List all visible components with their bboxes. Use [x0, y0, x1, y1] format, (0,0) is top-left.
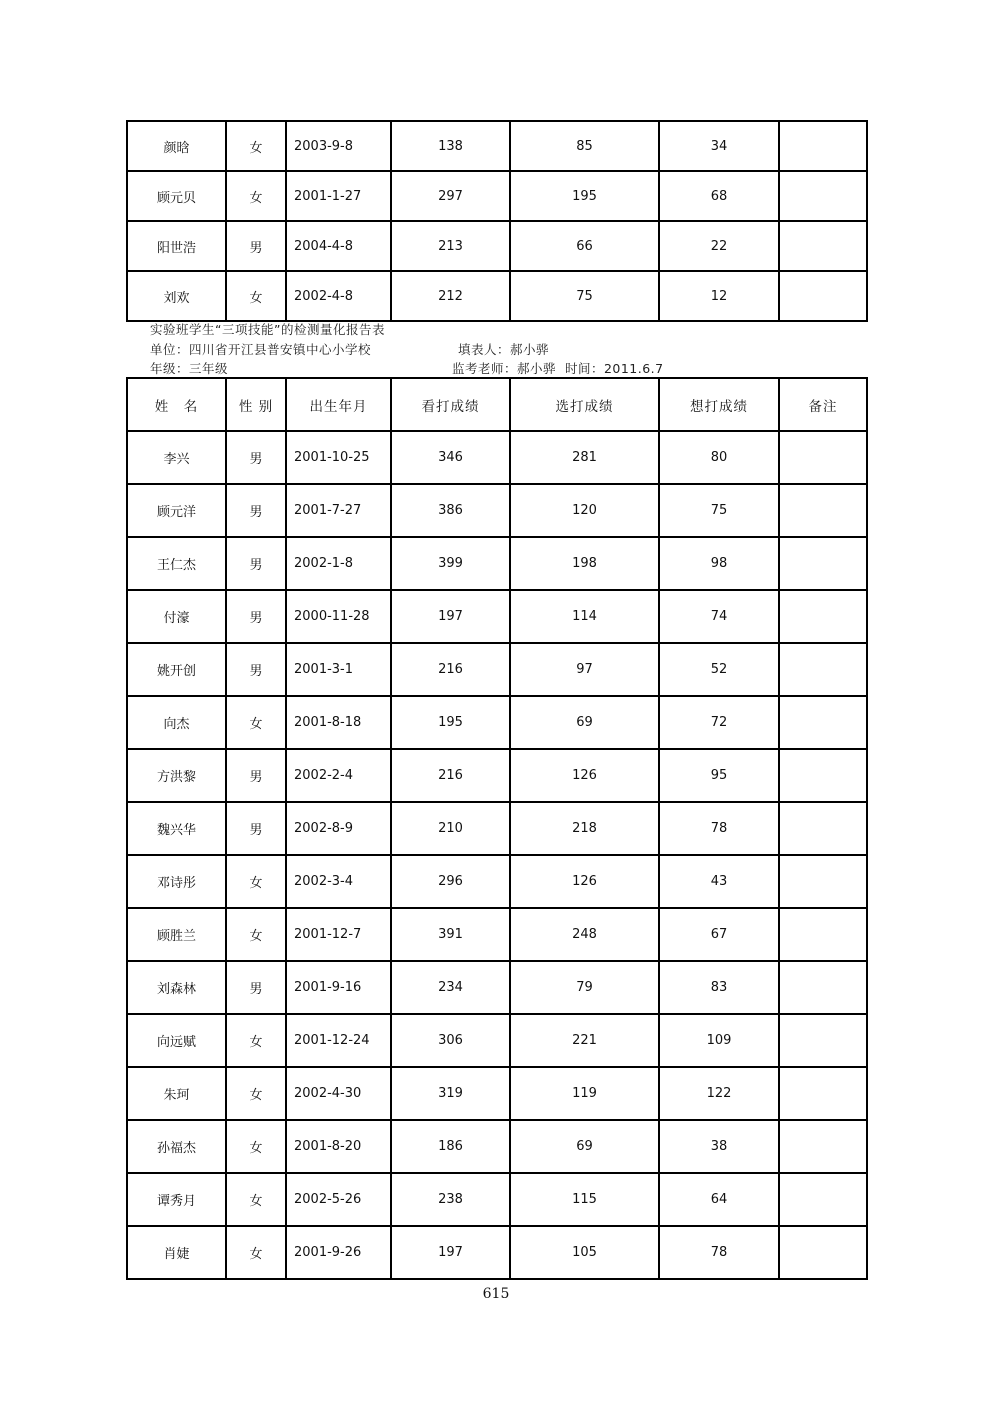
gender-cell: 男: [226, 961, 286, 1014]
remarks-cell: [779, 802, 867, 855]
gender-cell: 女: [226, 121, 286, 171]
select-typing-score-cell: 126: [510, 855, 659, 908]
select-typing-score-cell: 248: [510, 908, 659, 961]
select-typing-score-cell: 126: [510, 749, 659, 802]
name-cell: 朱珂: [127, 1067, 226, 1120]
birthdate-cell: 2002-1-8: [286, 537, 391, 590]
view-typing-score-cell: 138: [391, 121, 510, 171]
gender-cell: 男: [226, 484, 286, 537]
think-typing-score-cell: 78: [659, 1226, 779, 1279]
table-row: [127, 1226, 867, 1279]
select-typing-score-cell: 66: [510, 221, 659, 271]
view-typing-score-cell: 297: [391, 171, 510, 221]
view-typing-score-cell: 238: [391, 1173, 510, 1226]
table-row: [127, 271, 867, 321]
gender-cell: 女: [226, 908, 286, 961]
view-typing-score-cell: 306: [391, 1014, 510, 1067]
view-typing-score-cell: 319: [391, 1067, 510, 1120]
header-view-typing-score: 看打成绩: [391, 378, 510, 431]
birthdate-cell: 2001-8-18: [286, 696, 391, 749]
name-cell: 向杰: [127, 696, 226, 749]
remarks-cell: [779, 643, 867, 696]
birthdate-cell: 2002-4-30: [286, 1067, 391, 1120]
think-typing-score-cell: 67: [659, 908, 779, 961]
name-cell: 阳世浩: [127, 221, 226, 271]
birthdate-cell: 2001-12-7: [286, 908, 391, 961]
think-typing-score-cell: 38: [659, 1120, 779, 1173]
proctor-and-date: 监考老师：郝小骅 时间：2011.6.7: [452, 361, 664, 376]
select-typing-score-cell: 115: [510, 1173, 659, 1226]
gender-cell: 女: [226, 171, 286, 221]
select-typing-score-cell: 281: [510, 431, 659, 484]
table-row: [127, 171, 867, 221]
birthdate-cell: 2002-5-26: [286, 1173, 391, 1226]
name-cell: 王仁杰: [127, 537, 226, 590]
gender-cell: 男: [226, 431, 286, 484]
think-typing-score-cell: 52: [659, 643, 779, 696]
select-typing-score-cell: 79: [510, 961, 659, 1014]
view-typing-score-cell: 346: [391, 431, 510, 484]
table-header-row: [127, 378, 867, 431]
think-typing-score-cell: 64: [659, 1173, 779, 1226]
continued-score-table: [126, 120, 868, 322]
think-typing-score-cell: 43: [659, 855, 779, 908]
remarks-cell: [779, 431, 867, 484]
remarks-cell: [779, 855, 867, 908]
name-cell: 顾元贝: [127, 171, 226, 221]
view-typing-score-cell: 391: [391, 908, 510, 961]
score-report-table: [126, 377, 868, 1280]
birthdate-cell: 2001-10-25: [286, 431, 391, 484]
think-typing-score-cell: 22: [659, 221, 779, 271]
select-typing-score-cell: 198: [510, 537, 659, 590]
think-typing-score-cell: 83: [659, 961, 779, 1014]
view-typing-score-cell: 210: [391, 802, 510, 855]
birthdate-cell: 2004-4-8: [286, 221, 391, 271]
view-typing-score-cell: 195: [391, 696, 510, 749]
header-select-typing-score: 选打成绩: [510, 378, 659, 431]
name-cell: 刘森林: [127, 961, 226, 1014]
birthdate-cell: 2003-9-8: [286, 121, 391, 171]
select-typing-score-cell: 221: [510, 1014, 659, 1067]
name-cell: 邓诗彤: [127, 855, 226, 908]
view-typing-score-cell: 234: [391, 961, 510, 1014]
name-cell: 顾元洋: [127, 484, 226, 537]
header-think-typing-score: 想打成绩: [659, 378, 779, 431]
table-row: [127, 484, 867, 537]
name-cell: 孙福杰: [127, 1120, 226, 1173]
name-cell: 方洪黎: [127, 749, 226, 802]
birthdate-cell: 2001-1-27: [286, 171, 391, 221]
remarks-cell: [779, 271, 867, 321]
name-cell: 魏兴华: [127, 802, 226, 855]
table-row: [127, 855, 867, 908]
gender-cell: 男: [226, 590, 286, 643]
think-typing-score-cell: 122: [659, 1067, 779, 1120]
header-remarks: 备注: [779, 378, 867, 431]
name-cell: 付濠: [127, 590, 226, 643]
header-birthdate: 出生年月: [286, 378, 391, 431]
table-row: [127, 643, 867, 696]
gender-cell: 男: [226, 802, 286, 855]
header-name: 姓 名: [127, 378, 226, 431]
remarks-cell: [779, 961, 867, 1014]
name-cell: 向远赋: [127, 1014, 226, 1067]
score-table-body: [127, 431, 867, 1279]
remarks-cell: [779, 1173, 867, 1226]
name-cell: 颜晗: [127, 121, 226, 171]
birthdate-cell: 2001-12-24: [286, 1014, 391, 1067]
table-row: [127, 1067, 867, 1120]
table-row: [127, 1014, 867, 1067]
remarks-cell: [779, 1226, 867, 1279]
table-row: [127, 696, 867, 749]
think-typing-score-cell: 109: [659, 1014, 779, 1067]
remarks-cell: [779, 590, 867, 643]
gender-cell: 女: [226, 1067, 286, 1120]
select-typing-score-cell: 119: [510, 1067, 659, 1120]
name-cell: 李兴: [127, 431, 226, 484]
remarks-cell: [779, 1120, 867, 1173]
table-row: [127, 802, 867, 855]
gender-cell: 男: [226, 643, 286, 696]
table-row: [127, 537, 867, 590]
table-row: [127, 749, 867, 802]
think-typing-score-cell: 98: [659, 537, 779, 590]
select-typing-score-cell: 105: [510, 1226, 659, 1279]
name-cell: 肖婕: [127, 1226, 226, 1279]
view-typing-score-cell: 197: [391, 590, 510, 643]
name-cell: 顾胜兰: [127, 908, 226, 961]
table-row: [127, 1173, 867, 1226]
table-row: [127, 431, 867, 484]
remarks-cell: [779, 696, 867, 749]
view-typing-score-cell: 197: [391, 1226, 510, 1279]
remarks-cell: [779, 1014, 867, 1067]
think-typing-score-cell: 80: [659, 431, 779, 484]
select-typing-score-cell: 195: [510, 171, 659, 221]
select-typing-score-cell: 69: [510, 696, 659, 749]
select-typing-score-cell: 75: [510, 271, 659, 321]
select-typing-score-cell: 69: [510, 1120, 659, 1173]
select-typing-score-cell: 85: [510, 121, 659, 171]
view-typing-score-cell: 386: [391, 484, 510, 537]
table-row: [127, 961, 867, 1014]
remarks-cell: [779, 121, 867, 171]
birthdate-cell: 2001-7-27: [286, 484, 391, 537]
continued-table-body: [127, 121, 867, 321]
birthdate-cell: 2001-9-16: [286, 961, 391, 1014]
think-typing-score-cell: 12: [659, 271, 779, 321]
remarks-cell: [779, 537, 867, 590]
birthdate-cell: 2001-8-20: [286, 1120, 391, 1173]
gender-cell: 女: [226, 1120, 286, 1173]
think-typing-score-cell: 95: [659, 749, 779, 802]
birthdate-cell: 2002-2-4: [286, 749, 391, 802]
select-typing-score-cell: 218: [510, 802, 659, 855]
birthdate-cell: 2001-9-26: [286, 1226, 391, 1279]
gender-cell: 女: [226, 1014, 286, 1067]
birthdate-cell: 2002-4-8: [286, 271, 391, 321]
gender-cell: 女: [226, 696, 286, 749]
remarks-cell: [779, 1067, 867, 1120]
remarks-cell: [779, 484, 867, 537]
table-row: [127, 590, 867, 643]
table-row: [127, 908, 867, 961]
gender-cell: 女: [226, 271, 286, 321]
table-row: [127, 121, 867, 171]
table-row: [127, 221, 867, 271]
remarks-cell: [779, 908, 867, 961]
gender-cell: 男: [226, 221, 286, 271]
name-cell: 谭秀月: [127, 1173, 226, 1226]
gender-cell: 女: [226, 1173, 286, 1226]
birthdate-cell: 2002-8-9: [286, 802, 391, 855]
view-typing-score-cell: 216: [391, 749, 510, 802]
view-typing-score-cell: 296: [391, 855, 510, 908]
remarks-cell: [779, 221, 867, 271]
view-typing-score-cell: 399: [391, 537, 510, 590]
gender-cell: 男: [226, 749, 286, 802]
view-typing-score-cell: 186: [391, 1120, 510, 1173]
think-typing-score-cell: 74: [659, 590, 779, 643]
gender-cell: 女: [226, 855, 286, 908]
think-typing-score-cell: 68: [659, 171, 779, 221]
gender-cell: 女: [226, 1226, 286, 1279]
birthdate-cell: 2002-3-4: [286, 855, 391, 908]
birthdate-cell: 2001-3-1: [286, 643, 391, 696]
think-typing-score-cell: 78: [659, 802, 779, 855]
name-cell: 姚开创: [127, 643, 226, 696]
think-typing-score-cell: 75: [659, 484, 779, 537]
think-typing-score-cell: 72: [659, 696, 779, 749]
report-title: 实验班学生“三项技能”的检测量化报告表: [150, 322, 385, 337]
select-typing-score-cell: 97: [510, 643, 659, 696]
page-number: 615: [482, 1286, 510, 1302]
view-typing-score-cell: 213: [391, 221, 510, 271]
gender-cell: 男: [226, 537, 286, 590]
name-cell: 刘欢: [127, 271, 226, 321]
select-typing-score-cell: 114: [510, 590, 659, 643]
school-unit: 单位：四川省开江县普安镇中心小学校: [150, 342, 372, 357]
view-typing-score-cell: 212: [391, 271, 510, 321]
table-row: [127, 1120, 867, 1173]
remarks-cell: [779, 171, 867, 221]
grade-label: 年级：三年级: [150, 361, 229, 376]
select-typing-score-cell: 120: [510, 484, 659, 537]
header-gender: 性 别: [226, 378, 286, 431]
view-typing-score-cell: 216: [391, 643, 510, 696]
birthdate-cell: 2000-11-28: [286, 590, 391, 643]
think-typing-score-cell: 34: [659, 121, 779, 171]
form-filler: 填表人：郝小骅: [458, 342, 550, 357]
remarks-cell: [779, 749, 867, 802]
